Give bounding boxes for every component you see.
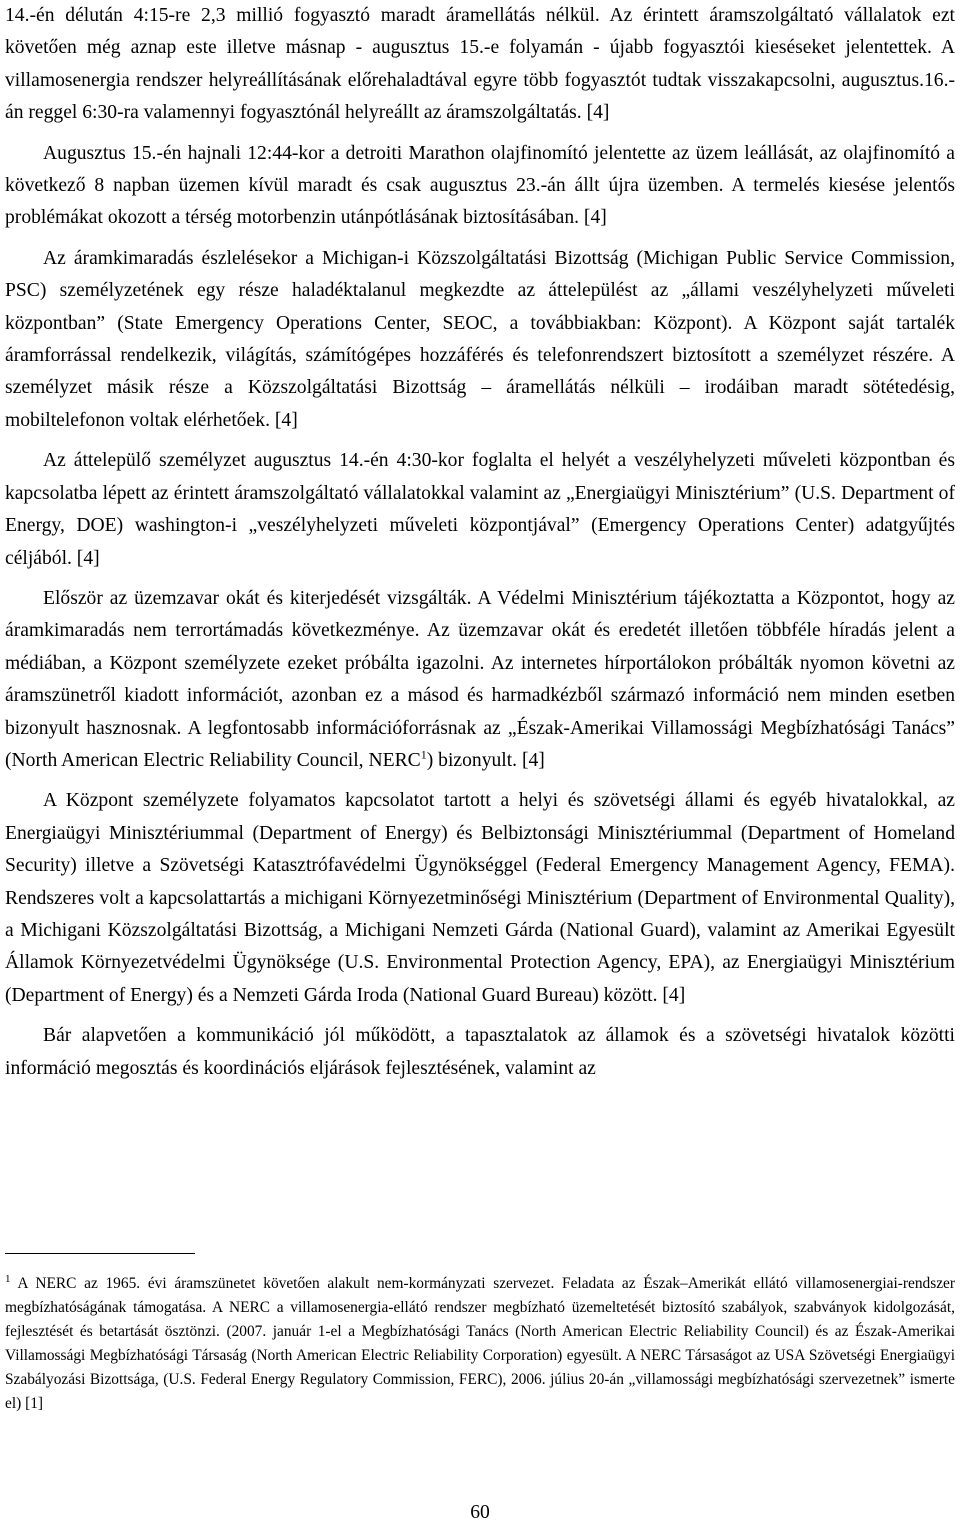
paragraph-5 (5, 583, 955, 777)
paragraph-1: 14.-én délután 4:15-re 2,3 millió fogyasztó maradt áramellátás nélkül. Az érintett áramszolgáltató vállalatok ezt követően még aznap este illetve másnap - augusztus 15.-e folyamán - újabb fogyasztói kieséseket jelentettek. A villamosenergia rendszer helyreállításának előrehaladtával egyre több fogyasztót tudtak visszakapcsolni, augusztus.16.-án reggel 6:30-ra valamennyi fogyasztónál helyreállt az áramszolgáltatás. [4] (5, 5, 955, 124)
paragraph-5-text-after: ) bizonyult. [4] (426, 749, 545, 771)
paragraph-2: Augusztus 15.-én hajnali 12:44-kor a detroiti Marathon olajfinomító jelentette az üzem leállását, az olajfinomító a következő 8 napban üzemen kívül maradt és csak augusztus 23.-án állt újra üzemben. A termelés kiesése jelentős problémákat okozott a térség motorbenzin utánpótlásának biztosításában. [4] (5, 142, 955, 229)
paragraph-5-text: Először az üzemzavar okát és kiterjedését vizsgálták. A Védelmi Minisztérium tájékoztatta a Központot, hogy az áramkimaradás nem terrortámadás következménye. Az üzemzavar okát és eredetét illetően többféle híradás jelent a médiában, a Központ személyzete ezeket próbálta igazolni. Az internetes hírportálokon próbálták nyomon követni az áramszünetről kiadott információt, azonban ez a másod és harmadkézből származó információ nem minden esetben bizonyult hasznosnak. A legfontosabb információforrásnak az „Észak-Amerikai Villamossági Megbízhatósági Tanács” (North American Electric Reliability Council, NERC (5, 587, 955, 771)
footnote-text: A NERC az 1965. évi áramszünetet követően alakult nem-kormányzati szervezet. Feladata az Észak–Amerikát ellátó villamosenergiai-rendszer megbízhatóságának támogatása. A NERC a villamosenergia-ellátó rendszer megbízható üzemeltetését biztosító szabályok, szabványok kidolgozását, fejlesztését és betartását ösztönzi. (2007. január 1-el a Megbízhatósági Tanács (North American Electric Reliability Council) és az Észak-Amerikai Villamossági Megbízhatósági Társaság (North American Electric Reliability Corporation) egyesült. A NERC Társaságot az USA Szövetségi Energiaügyi Szabályozási Bizottsága, (U.S. Federal Energy Regulatory Commission, FERC), 2006. július 20-án „villamossági megbízhatósági szervezetnek” ismerte el) [1] (5, 1275, 955, 1412)
paragraph-3: Az áramkimaradás észlelésekor a Michigan-i Közszolgáltatási Bizottság (Michigan Public Service Commission, PSC) személyzetének egy része haladéktalanul megkezdte az áttelepülést az „állami veszélyhelyzeti műveleti központban” (State Emergency Operations Center, SEOC, a továbbiakban: Központ). A Központ saját tartalék áramforrással rendelkezik, világítás, számítógépes hozzáférés és telefonrendszert biztosított a személyzet részére. A személyzet másik része a Közszolgáltatási Bizottság – áramellátás nélküli – irodáiban maradt sötétedésig, mobiltelefonon voltak elérhetőek. [4] (5, 247, 955, 431)
footnote-divider (5, 1253, 195, 1254)
footnote-reference[interactable]: 1 (420, 747, 427, 762)
footnote (5, 1272, 955, 1416)
page-number: 60 (470, 1502, 490, 1523)
paragraph-4: Az áttelepülő személyzet augusztus 14.-én 4:30-kor foglalta el helyét a veszélyhelyzeti műveleti központban és kapcsolatba lépett az érintett áramszolgáltató vállalatokkal valamint az „Energiaügyi Minisztérium” (U.S. Department of Energy, DOE) washington-i „veszélyhelyzeti műveleti központjával” (Emergency Operations Center) adatgyűjtés céljából. [4] (5, 450, 955, 569)
footnote-marker: 1 (5, 1272, 11, 1285)
document-body (5, 0, 955, 1085)
paragraph-6: A Központ személyzete folyamatos kapcsolatot tartott a helyi és szövetségi állami és egyéb hivatalokkal, az Energiaügyi Minisztériummal (Department of Energy) és Belbiztonsági Minisztériummal (Department of Homeland Security) illetve a Szövetségi Katasztrófavédelmi Ügynökséggel (Federal Emergency Management Agency, FEMA). Rendszeres volt a kapcsolattartás a michigani Környezetminőségi Minisztérium (Department of Environmental Quality), a Michigani Közszolgáltatási Bizottság, a Michigani Nemzeti Gárda (National Guard), valamint az Amerikai Egyesült Államok Környezetvédelmi Ügynöksége (U.S. Environmental Protection Agency, EPA), az Energiaügyi Minisztérium (Department of Energy) és a Nemzeti Gárda Iroda (National Guard Bureau) között. [4] (5, 790, 955, 1006)
paragraph-7: Bár alapvetően a kommunikáció jól működött, a tapasztalatok az államok és a szövetségi hivatalok közötti információ megosztás és koordinációs eljárások fejlesztésének, valamint az (5, 1025, 955, 1079)
